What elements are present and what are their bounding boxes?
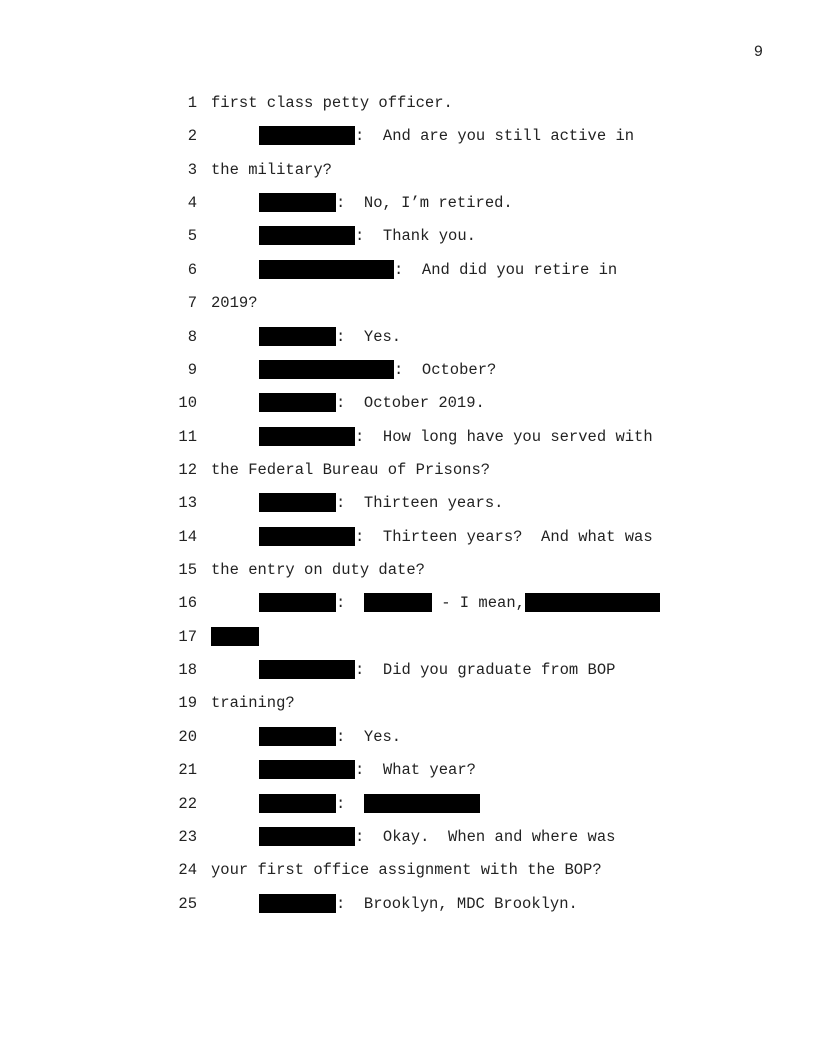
line-number: 25: [178, 894, 197, 913]
line-text: [259, 593, 660, 613]
page-number: 9: [753, 43, 763, 61]
line-text-segment: : October 2019.: [336, 394, 485, 413]
transcript-line: [0, 126, 816, 159]
redaction-block: [259, 527, 355, 546]
transcript-line: [0, 460, 816, 493]
redaction-block: [211, 627, 259, 646]
redaction-block: [259, 327, 336, 346]
transcript-line: [0, 760, 816, 793]
line-number: 16: [178, 594, 197, 613]
line-text: [211, 560, 425, 580]
line-text: [259, 427, 653, 447]
line-number: 24: [178, 861, 197, 880]
line-text-segment: the entry on duty date?: [211, 561, 425, 580]
line-text: [259, 493, 503, 513]
redaction-block: [259, 760, 355, 779]
line-text: [211, 627, 259, 646]
redaction-block: [364, 794, 480, 813]
transcript-line: [0, 527, 816, 560]
transcript-line: [0, 260, 816, 293]
redaction-block: [259, 126, 355, 145]
redaction-block: [259, 360, 394, 379]
redaction-block: [259, 827, 355, 846]
line-text: [211, 460, 490, 480]
line-number: 3: [187, 160, 197, 179]
line-number: 22: [178, 794, 197, 813]
line-number: 9: [187, 360, 197, 379]
line-text-segment: : And are you still active in: [355, 127, 635, 146]
redaction-block: [259, 393, 336, 412]
redaction-block: [259, 794, 336, 813]
line-text: [211, 93, 453, 113]
line-number: 8: [187, 327, 197, 346]
transcript-line: [0, 860, 816, 893]
transcript-line: [0, 727, 816, 760]
line-number: 13: [178, 494, 197, 513]
line-number: 4: [187, 194, 197, 213]
line-number: 12: [178, 460, 197, 479]
transcript-line: [0, 693, 816, 726]
transcript-line: [0, 593, 816, 626]
line-text: [259, 727, 401, 747]
line-number: 14: [178, 527, 197, 546]
transcript-line: [0, 660, 816, 693]
transcript-line: [0, 794, 816, 827]
transcript-line: [0, 560, 816, 593]
redaction-block: [259, 193, 336, 212]
line-number: 17: [178, 627, 197, 646]
line-number: 21: [178, 761, 197, 780]
transcript-line: [0, 193, 816, 226]
line-text-segment: : Thank you.: [355, 227, 476, 246]
line-text-segment: : October?: [394, 360, 497, 379]
transcript-line: [0, 493, 816, 526]
line-text-segment: : Did you graduate from BOP: [355, 661, 616, 680]
transcript-line: [0, 93, 816, 126]
line-number: 19: [178, 694, 197, 713]
line-number: 1: [187, 94, 197, 112]
line-text-segment: - I mean,: [431, 594, 525, 613]
redaction-block: [259, 226, 355, 245]
redaction-block: [259, 593, 336, 612]
transcript-line: [0, 393, 816, 426]
transcript-line: [0, 293, 816, 326]
line-text: [259, 193, 513, 213]
line-text: [259, 760, 476, 780]
line-text: [211, 693, 295, 713]
line-number: 23: [178, 827, 197, 846]
transcript-line: [0, 627, 816, 660]
transcript-line: [0, 427, 816, 460]
line-text-segment: : No, I’m retired.: [336, 194, 513, 213]
redaction-block: [259, 727, 336, 746]
line-text: [259, 894, 578, 914]
line-text-segment: : Thirteen years? And what was: [355, 527, 653, 546]
line-text: [259, 527, 653, 547]
line-text-segment: : What year?: [355, 761, 476, 780]
line-text: [259, 827, 615, 847]
line-text: [259, 360, 496, 380]
line-text-segment: : Thirteen years.: [336, 494, 504, 513]
line-number: 20: [178, 727, 197, 746]
redaction-block: [259, 427, 355, 446]
line-number: 15: [178, 561, 197, 580]
line-number: 6: [187, 260, 197, 279]
transcript-line: [0, 160, 816, 193]
redaction-block: [259, 260, 394, 279]
line-text: [259, 327, 401, 347]
line-text-segment: the Federal Bureau of Prisons?: [211, 460, 491, 479]
line-text-segment: : And did you retire in: [394, 260, 618, 279]
line-number: 18: [178, 661, 197, 680]
line-text: [259, 393, 485, 413]
transcript-line: [0, 827, 816, 860]
line-text-segment: : How long have you served with: [355, 427, 653, 446]
line-text-segment: training?: [211, 694, 295, 713]
line-text-segment: :: [336, 594, 364, 613]
line-text-segment: :: [336, 794, 364, 813]
transcript-line: [0, 894, 816, 927]
line-number: 7: [187, 294, 197, 313]
transcript-line: [0, 327, 816, 360]
line-text-segment: : Yes.: [336, 327, 402, 346]
line-text: [259, 226, 476, 246]
line-text: [211, 160, 332, 180]
line-text-segment: your first office assignment with the BOP?: [211, 861, 602, 880]
transcript-line: [0, 226, 816, 259]
line-text-segment: : Brooklyn, MDC Brooklyn.: [336, 894, 578, 913]
line-number: 2: [187, 127, 197, 146]
line-text-segment: the military?: [211, 160, 332, 179]
line-text: [211, 293, 258, 313]
transcript-body: [0, 93, 816, 927]
line-text-segment: : Okay. When and where was: [355, 827, 616, 846]
line-text: [259, 660, 615, 680]
line-text-segment: 2019?: [211, 294, 258, 313]
line-number: 11: [178, 427, 197, 446]
line-number: 10: [178, 394, 197, 413]
line-text-segment: first class petty officer.: [211, 94, 453, 112]
line-text: [259, 126, 634, 146]
redaction-block: [259, 894, 336, 913]
line-text: [259, 260, 617, 280]
redaction-block: [364, 593, 432, 612]
line-text: [211, 860, 602, 880]
redaction-block: [259, 660, 355, 679]
transcript-line: [0, 360, 816, 393]
redaction-block: [525, 593, 660, 612]
line-text: [259, 794, 480, 814]
line-number: 5: [187, 227, 197, 246]
line-text-segment: : Yes.: [336, 727, 402, 746]
redaction-block: [259, 493, 336, 512]
